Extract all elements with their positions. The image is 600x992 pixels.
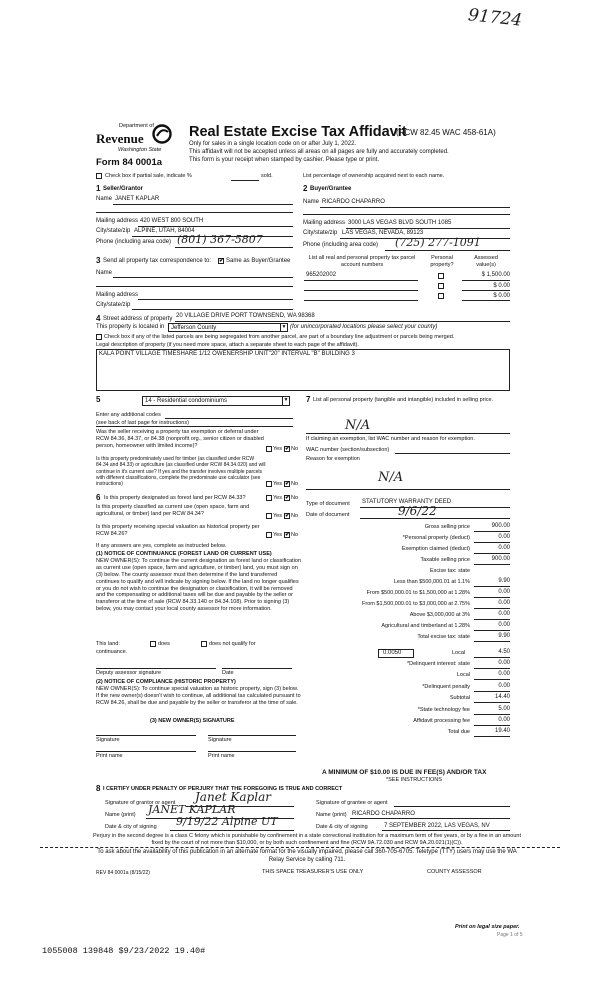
forest-no-label: No <box>291 495 299 501</box>
street-address-label: Street address of property <box>103 316 173 322</box>
partial-sale-checkbox[interactable] <box>96 173 102 179</box>
recording-stamp: 1055008 139848 $9/23/2022 19.40# <box>42 946 206 956</box>
new-owner-signature-title: (3) NEW OWNER(S) SIGNATURE <box>150 718 235 724</box>
tax-row-label: *Delinquent interest: state <box>407 661 470 667</box>
partial-sale-suffix: sold. <box>261 173 273 179</box>
tax-row-value: 5.00 <box>498 706 510 712</box>
agency-logo: Revenue <box>96 131 144 146</box>
parcels-col1-header: List all real and personal property tax parcel account numbers <box>308 255 416 268</box>
form-revision: REV 84 0001a (8/15/22) <box>96 870 150 876</box>
buyer-phone: (725) 277-1091 <box>395 236 481 249</box>
historic-yes-checkbox[interactable] <box>266 532 272 538</box>
owner-signature-label-2: Signature <box>208 737 232 743</box>
section-3-name-label: Name <box>96 270 113 276</box>
tax-row-label: *Delinquent penalty <box>422 684 470 690</box>
parcel-value: $ 0.00 <box>493 293 510 299</box>
deputy-date-label: Date <box>222 670 234 676</box>
parcel-value: $ 1,500.00 <box>481 272 510 278</box>
parcels-col3-header: Assessed value(s) <box>474 255 498 268</box>
page-number: Page 1 of 5 <box>497 932 523 938</box>
tax-row-label: Exemption claimed (deduct) <box>401 546 470 552</box>
deputy-signature-label: Deputy assessor signature <box>96 670 162 676</box>
continuance-label: continuance. <box>96 649 128 655</box>
current-use-no-label: No <box>291 513 299 519</box>
notice-2-body: NEW OWNER(S): To continue special valuation as historic property, sign (3) below. If the new owner(s) doesn't wish to continue, all additional tax calculated pursuant to RCW 84.26, shall be due and payable by the seller or transferor at the time of sale. <box>96 686 301 706</box>
seller-name: JANET KAPLAR <box>115 196 160 202</box>
exemption-no-label: No <box>291 446 299 452</box>
grantor-date-label: Date & city of signing <box>105 824 157 830</box>
availability-note: To ask about the availability of this publication in an alternate format for the visually impaired, please call 360-705-6705. Teletype (TTY) users may use the WA Relay Service by calling 711. <box>97 849 517 863</box>
segregated-label: Check box if any of the listed parcels are being segregated from another parcel, are part of a boundary line adjustment or parcels being merged. <box>104 334 455 340</box>
does-not-label: does not qualify for <box>209 641 256 647</box>
doc-type-label: Type of document <box>306 501 350 507</box>
notice-2-title: (2) NOTICE OF COMPLIANCE (HISTORIC PROPERTY) <box>96 679 236 685</box>
tax-row-label: From $500,000.01 to $1,500,000 at 1.28% <box>366 590 470 596</box>
agency-state: Washington State <box>118 147 162 153</box>
header-note-2: This affidavit will not be accepted unless all areas on all pages are fully and accurately completed. <box>189 149 449 155</box>
buyer-city: LAS VEGAS, NEVADA, 89123 <box>342 230 424 236</box>
use-code-value: 14 - Residential condominiums <box>145 398 228 404</box>
agency-line1: Department of <box>119 123 154 129</box>
exemption-na: N/A <box>378 470 404 485</box>
handwritten-document-number: 91724 <box>467 5 523 31</box>
doc-date-label: Date of document <box>306 512 350 518</box>
unincorporated-note: (for unincorporated locations please select your county) <box>290 324 438 330</box>
tax-row-value: 0.00 <box>498 611 510 617</box>
tax-row-value: 0.00 <box>498 589 510 595</box>
seller-phone: (801) 367-5807 <box>177 233 263 246</box>
tax-row-label: Total excise tax: state <box>417 634 470 640</box>
notice-1-title: (1) NOTICE OF CONTINUANCE (FOREST LAND OR CURRENT USE) <box>96 551 272 557</box>
personal-property-na: N/A <box>345 418 371 433</box>
seller-mailing: 420 WEST 800 SOUTH <box>140 218 204 224</box>
local-tax-value: 4.50 <box>498 649 510 655</box>
historic-no-checkbox[interactable]: ✔ <box>285 532 291 538</box>
seller-phone-label: Phone (including area code) <box>96 239 172 245</box>
seller-city: ALPINE, UTAH, 84004 <box>134 228 195 234</box>
same-as-buyer-checkbox[interactable]: ✔ <box>219 258 225 264</box>
street-address: 20 VILLAGE DRIVE PORT TOWNSEND, WA 98368 <box>176 313 315 319</box>
seller-city-label: City/state/zip <box>96 228 131 234</box>
exemption-yes-label: Yes <box>273 446 282 452</box>
see-instructions: *SEE INSTRUCTIONS <box>386 777 442 783</box>
timber-no-label: No <box>291 481 299 487</box>
current-use-yes-label: Yes <box>273 513 282 519</box>
section-4-number: 4 <box>96 314 101 323</box>
does-checkbox[interactable] <box>150 641 156 647</box>
tax-row-label: Excise tax: state <box>429 568 470 574</box>
wac-number-label: WAC number (section/subsection) <box>306 447 390 453</box>
exemption-no-checkbox[interactable]: ✔ <box>285 446 291 452</box>
use-code-select[interactable] <box>142 396 290 406</box>
personal-property-label: List all personal property (tangible and intangible) included in selling price. <box>313 397 494 403</box>
perjury-statement: Perjury in the second degree is a class C felony which is punishable by confinement in a state correctional institution for a maximum term of five years, or by a fine in an amount fixed by the court of not more than $10,000, or by both such confinement and fine (RCW 9A.72.030 and RCW 9A.20.021(1)(C)). <box>93 833 521 846</box>
form-title-ref: (RCW 82.45 WAC 458-61A) <box>396 128 496 137</box>
revenue-logo-icon <box>152 124 172 144</box>
historic-no-label: No <box>291 532 299 538</box>
grantor-signature-label: Signature of grantor or agent <box>105 800 176 806</box>
tax-row-label: *State technology fee <box>417 707 470 713</box>
section-3-city-label: City/state/zip <box>96 302 131 308</box>
tax-row-label: Less than $500,000.01 at 1.1% <box>393 579 470 585</box>
buyer-heading: Buyer/Grantee <box>310 186 352 192</box>
section-3-number: 3 <box>96 256 101 265</box>
doc-type: STATUTORY WARRANTY DEED <box>362 499 452 505</box>
section-5-number: 5 <box>96 395 101 404</box>
personal-property-checkbox[interactable] <box>438 273 444 279</box>
tax-row-value: 0.00 <box>498 545 510 551</box>
does-label: does <box>158 641 170 647</box>
grantee-name-label: Name (print) <box>316 812 347 818</box>
forest-yes-label: Yes <box>273 495 282 501</box>
local-tax-label: Local <box>452 650 466 656</box>
county-select[interactable] <box>168 323 288 332</box>
section-3-mailing-label: Mailing address <box>96 292 139 298</box>
tax-row-label: Total due <box>447 729 470 735</box>
legal-size-note: Print on legal size paper. <box>455 924 520 930</box>
seller-name-label: Name <box>96 196 113 202</box>
personal-property-checkbox[interactable] <box>438 293 444 299</box>
reason-exemption-label: Reason for exemption <box>306 456 360 462</box>
section-1-number: 1 <box>96 184 101 193</box>
partial-sale-label: Check box if partial sale, indicate % <box>105 173 192 179</box>
buyer-name-label: Name <box>303 199 320 205</box>
buyer-city-label: City/state/zip <box>303 230 338 236</box>
header-note-1: Only for sales in a single location code on or after July 1, 2022. <box>189 141 357 147</box>
tax-row-value: 900.00 <box>491 523 510 529</box>
tax-row-value: 0.00 <box>498 717 510 723</box>
grantor-name: JANET KAPLAR <box>148 803 236 816</box>
buyer-mailing: 3000 LAS VEGAS BLVD SOUTH 1085 <box>348 220 452 226</box>
forest-no-checkbox[interactable]: ✔ <box>285 495 291 501</box>
timber-no-checkbox[interactable]: ✔ <box>285 481 291 487</box>
tax-row-value: 0.00 <box>498 534 510 540</box>
tax-row-value: 0.00 <box>498 622 510 628</box>
legal-description-label: Legal description of property (if you need more space, attach a separate sheet to each page of the affidavit). <box>96 342 359 348</box>
section-8-number: 8 <box>96 784 101 793</box>
this-land-label: This land: <box>96 641 120 647</box>
segregated-checkbox[interactable] <box>96 334 102 340</box>
owner-print-name-label-2: Print name <box>208 753 235 759</box>
timber-question: Is this property predominately used for timber (as classified under RCW 84.34 and 84.33) or agriculture (as classified under RCW 84.34.020) and will continue in it's current use? If yes and the transfer involves multiple parcels with different classifications, complete the predominate use calculator (see instructions) <box>96 456 266 487</box>
timber-yes-checkbox[interactable] <box>266 481 272 487</box>
same-as-buyer-label: Same as Buyer/Grantee <box>226 258 291 264</box>
tax-row-value: 0.00 <box>498 600 510 606</box>
treasurer-space: THIS SPACE TREASURER'S USE ONLY <box>262 869 364 875</box>
personal-property-checkbox[interactable] <box>438 283 444 289</box>
section-3-label: Send all property tax correspondence to: <box>103 258 212 264</box>
seller-heading: Seller/Grantor <box>103 186 144 192</box>
county-assessor: COUNTY ASSESSOR <box>427 869 482 875</box>
parcels-col2-header: Personal property? <box>430 255 454 268</box>
exemption-yes-checkbox[interactable] <box>266 446 272 452</box>
tax-row-label: *Personal property (deduct) <box>402 535 470 541</box>
chevron-down-icon: ▼ <box>281 324 287 330</box>
section-6-number: 6 <box>96 493 101 502</box>
parcel-number: 965202002 <box>306 272 337 278</box>
buyer-name: RICARDO CHAPARRO <box>322 199 385 205</box>
additional-codes-note: (see back of last page for instructions) <box>96 420 189 426</box>
if-yes-note: If any answers are yes, complete as instructed below. <box>96 543 227 549</box>
tax-row-label: Agricultural and timberland at 1.28% <box>381 623 470 629</box>
buyer-mailing-label: Mailing address <box>303 220 346 226</box>
current-use-no-checkbox[interactable]: ✔ <box>285 513 291 519</box>
certify-statement: I CERTIFY UNDER PENALTY OF PERJURY THAT THE FOREGOING IS TRUE AND CORRECT <box>103 786 343 792</box>
grantor-date-city: 9/19/22 Alpine UT <box>176 815 278 828</box>
legal-description: KALA POINT VILLAGE TIMESHARE 1/12 OWENERSHIP UNIT"20" INTERVAL "B" BUILDING 3 <box>99 351 355 357</box>
tax-row-label: Affidavit processing fee <box>413 718 470 724</box>
located-in-label: This property is located in <box>96 324 165 330</box>
exemption-question: Was the seller receiving a property tax exemption or deferral under RCW 84.36, 84.37, or 84.38 (nonprofit org., senior citizen or disabled person, homeowner with limited income)? <box>96 429 264 449</box>
tax-row-label: From $1,500,000.01 to $3,000,000 at 2.75% <box>362 601 470 607</box>
forest-yes-checkbox[interactable] <box>266 495 272 501</box>
minimum-due-note: A MINIMUM OF $10.00 IS DUE IN FEE(S) AND/OR TAX <box>322 769 487 776</box>
notice-1-body: NEW OWNER(S): To continue the current designation as forest land or classification as current use (open space, farm and agriculture, or timber) land, you must sign on (3) below. The county assessor must then determine if the land transferred continues to qualify and will indicate by signing below. If the land no longer qualifies or you do not wish to continue the designation or classification, it will be removed and the compensating or additional taxes will be due and payable by the seller or transferor at the time of sale (RCW 84.33.140 or 84.34.108). Prior to signing (3) below, you may contact your local county assessor for more information. <box>96 558 302 613</box>
local-rate-box <box>378 649 414 658</box>
header-note-3: This form is your receipt when stamped by cashier. Please type or print. <box>189 157 380 163</box>
tax-row-value: 0.00 <box>498 671 510 677</box>
tax-row-value: 900.00 <box>491 556 510 562</box>
owner-print-name-label: Print name <box>96 753 123 759</box>
tax-row-value: 9.90 <box>498 633 510 639</box>
current-use-question: Is this property classified as current use (open space, farm and agricultural, or timber) land per RCW 84.34? <box>96 504 250 517</box>
parcel-value: $ 0.00 <box>493 283 510 289</box>
historic-question: Is this property receiving special valuation as historical property per RCW 84.26? <box>96 524 260 537</box>
form-title: Real Estate Excise Tax Affidavit <box>189 124 407 140</box>
grantee-signature-label: Signature of grantee or agent <box>316 800 388 806</box>
tax-row-value: 0.00 <box>498 660 510 666</box>
doc-date: 9/6/22 <box>398 504 437 518</box>
timber-yes-label: Yes <box>273 481 282 487</box>
tax-row-label: Gross selling price <box>424 524 470 530</box>
owner-signature-label: Signature <box>96 737 120 743</box>
section-7-number: 7 <box>306 395 311 404</box>
tax-row-label: Local <box>456 672 470 678</box>
legal-description-box[interactable] <box>96 349 510 391</box>
grantor-signature: Janet Kaplar <box>195 790 271 804</box>
chevron-down-icon: ▼ <box>283 397 289 403</box>
exemption-claim-label: If claiming an exemption, list WAC number and reason for exemption. <box>306 436 475 442</box>
tax-row-value: 19.40 <box>494 728 510 734</box>
grantee-date-city: 7 SEPTEMBER 2022, LAS VEGAS, NV <box>384 823 490 829</box>
grantee-date-label: Date & city of signing <box>316 824 368 830</box>
tax-row-label: Taxable selling price <box>420 557 470 563</box>
tax-row-value: 9.90 <box>498 578 510 584</box>
additional-codes-label: Enter any additional codes <box>96 412 161 418</box>
tax-row-value: 0.00 <box>498 683 510 689</box>
tax-row-value: 14.40 <box>494 694 510 700</box>
grantor-name-label: Name (print) <box>105 812 136 818</box>
current-use-yes-checkbox[interactable] <box>266 513 272 519</box>
tax-row-label: Subtotal <box>449 695 470 701</box>
buyer-phone-label: Phone (including area code) <box>303 242 379 248</box>
forest-question: Is this property designated as forest land per RCW 84.33? <box>104 495 246 501</box>
ownership-label: List percentage of ownership acquired next to each name. <box>303 173 445 179</box>
form-number: Form 84 0001a <box>96 157 163 168</box>
grantee-name: RICARDO CHAPARRO <box>352 811 415 817</box>
tax-row-label: Above $3,000,000 at 3% <box>409 612 470 618</box>
historic-yes-label: Yes <box>273 532 282 538</box>
section-2-number: 2 <box>303 184 308 193</box>
county-value: Jefferson County <box>171 325 217 331</box>
local-rate: 0.0050 <box>383 650 402 656</box>
seller-mailing-label: Mailing address <box>96 218 139 224</box>
does-not-checkbox[interactable] <box>201 641 207 647</box>
